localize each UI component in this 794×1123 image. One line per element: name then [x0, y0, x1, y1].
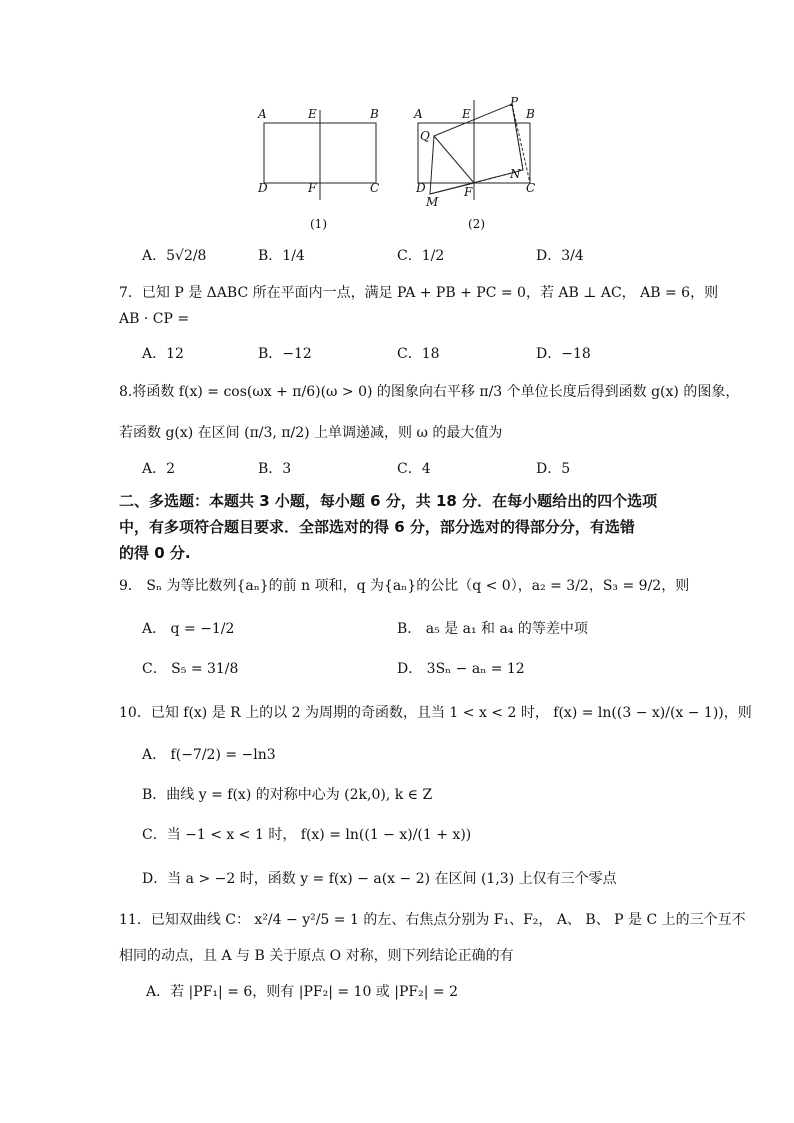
q9-option-d: D． 3Sₙ − aₙ = 12	[397, 661, 525, 677]
q10-option-c: C．当 −1 < x < 1 时， f(x) = ln((1 − x)/(1 + x))	[142, 827, 472, 843]
fig1-caption: (1)	[310, 217, 327, 231]
q8-option-b: B．3	[258, 461, 292, 477]
q6-option-a: A．5√2/8	[142, 248, 207, 264]
fig2-label-d: D	[416, 181, 426, 195]
fig2-segment-qf	[434, 136, 474, 183]
fig2-label-b: B	[526, 107, 535, 121]
q9-option-b: B． a₅ 是 a₁ 和 a₄ 的等差中项	[397, 621, 588, 637]
q6-option-d: D．3/4	[536, 248, 584, 264]
geometry-figures	[240, 90, 560, 235]
q11-stem-line2: 相同的动点，且 A 与 B 关于原点 O 对称，则下列结论正确的有	[119, 948, 514, 964]
q8-stem-line1: 8.将函数 f(x) = cos(ωx + π/6)(ω > 0) 的图象向右平移 π/3 个单位长度后得到函数 g(x) 的图象，	[119, 384, 740, 400]
fig1-label-f: F	[308, 181, 317, 195]
q8-option-a: A．2	[142, 461, 176, 477]
fig1-label-e: E	[308, 107, 317, 121]
fig1-label-c: C	[370, 181, 380, 195]
q9-option-c: C． S₅ = 31/8	[142, 661, 239, 677]
q7-stem-line1: 7．已知 P 是 ΔABC 所在平面内一点，满足 PA + PB + PC = 0，若 AB ⊥ AC， AB = 6，则	[119, 285, 719, 301]
q9-option-a: A． q = −1/2	[142, 621, 235, 637]
q6-option-c: C．1/2	[397, 248, 445, 264]
q11-stem-line1: 11．已知双曲线 C： x²/4 − y²/5 = 1 的左、右焦点分别为 F₁、F₂， A、 B、 P 是 C 上的三个互不	[119, 912, 746, 928]
section-2-heading-line3: 的得 0 分.	[119, 544, 191, 562]
q11-option-a: A．若 |PF₁| = 6，则有 |PF₂| = 10 或 |PF₂| = 2	[146, 984, 458, 1000]
q10-option-d: D．当 a > −2 时，函数 y = f(x) − a(x − 2) 在区间 (1,3) 上仅有三个零点	[142, 871, 617, 887]
q6-option-b: B．1/4	[258, 248, 305, 264]
q7-option-a: A．12	[142, 346, 184, 362]
figure-1	[264, 110, 376, 200]
q8-option-c: C．4	[397, 461, 431, 477]
q9-stem: 9． Sₙ 为等比数列{aₙ}的前 n 项和，q 为{aₙ}的公比（q < 0），a₂ = 3/2，S₃ = 9/2，则	[119, 578, 690, 594]
q7-option-d: D．−18	[536, 346, 591, 362]
fig1-label-d: D	[258, 181, 268, 195]
figure-2	[418, 100, 530, 200]
q10-option-b: B．曲线 y = f(x) 的对称中心为 (2k,0), k ∈ Z	[142, 787, 433, 803]
section-2-heading-line2: 中，有多项符合题目要求．全部选对的得 6 分，部分选对的得部分分，有选错	[119, 518, 635, 536]
fig2-label-f: F	[464, 185, 473, 199]
fig2-label-m: M	[426, 195, 439, 209]
fig1-label-a: A	[258, 107, 267, 121]
fig2-label-p: P	[510, 95, 519, 109]
q10-stem: 10．已知 f(x) 是 R 上的以 2 为周期的奇函数，且当 1 < x < 2 时， f(x) = ln((3 − x)/(x − 1))，则	[119, 705, 752, 721]
q7-stem-line2: AB · CP =	[119, 311, 190, 327]
q7-option-c: C．18	[397, 346, 440, 362]
fig2-label-c: C	[526, 181, 536, 195]
q8-option-d: D．5	[536, 461, 571, 477]
section-2-heading-line1: 二、多选题：本题共 3 小题，每小题 6 分，共 18 分．在每小题给出的四个选项	[119, 492, 658, 510]
fig2-label-a: A	[414, 107, 423, 121]
q10-option-a: A． f(−7/2) = −ln3	[142, 747, 276, 763]
fig2-label-n: N	[510, 167, 521, 181]
q7-option-b: B．−12	[258, 346, 312, 362]
fig1-label-b: B	[370, 107, 379, 121]
fig2-caption: (2)	[468, 217, 485, 231]
fig2-label-e: E	[462, 107, 471, 121]
fig2-label-q: Q	[420, 129, 430, 143]
q8-stem-line2: 若函数 g(x) 在区间 (π/3, π/2) 上单调递减，则 ω 的最大值为	[119, 425, 503, 441]
